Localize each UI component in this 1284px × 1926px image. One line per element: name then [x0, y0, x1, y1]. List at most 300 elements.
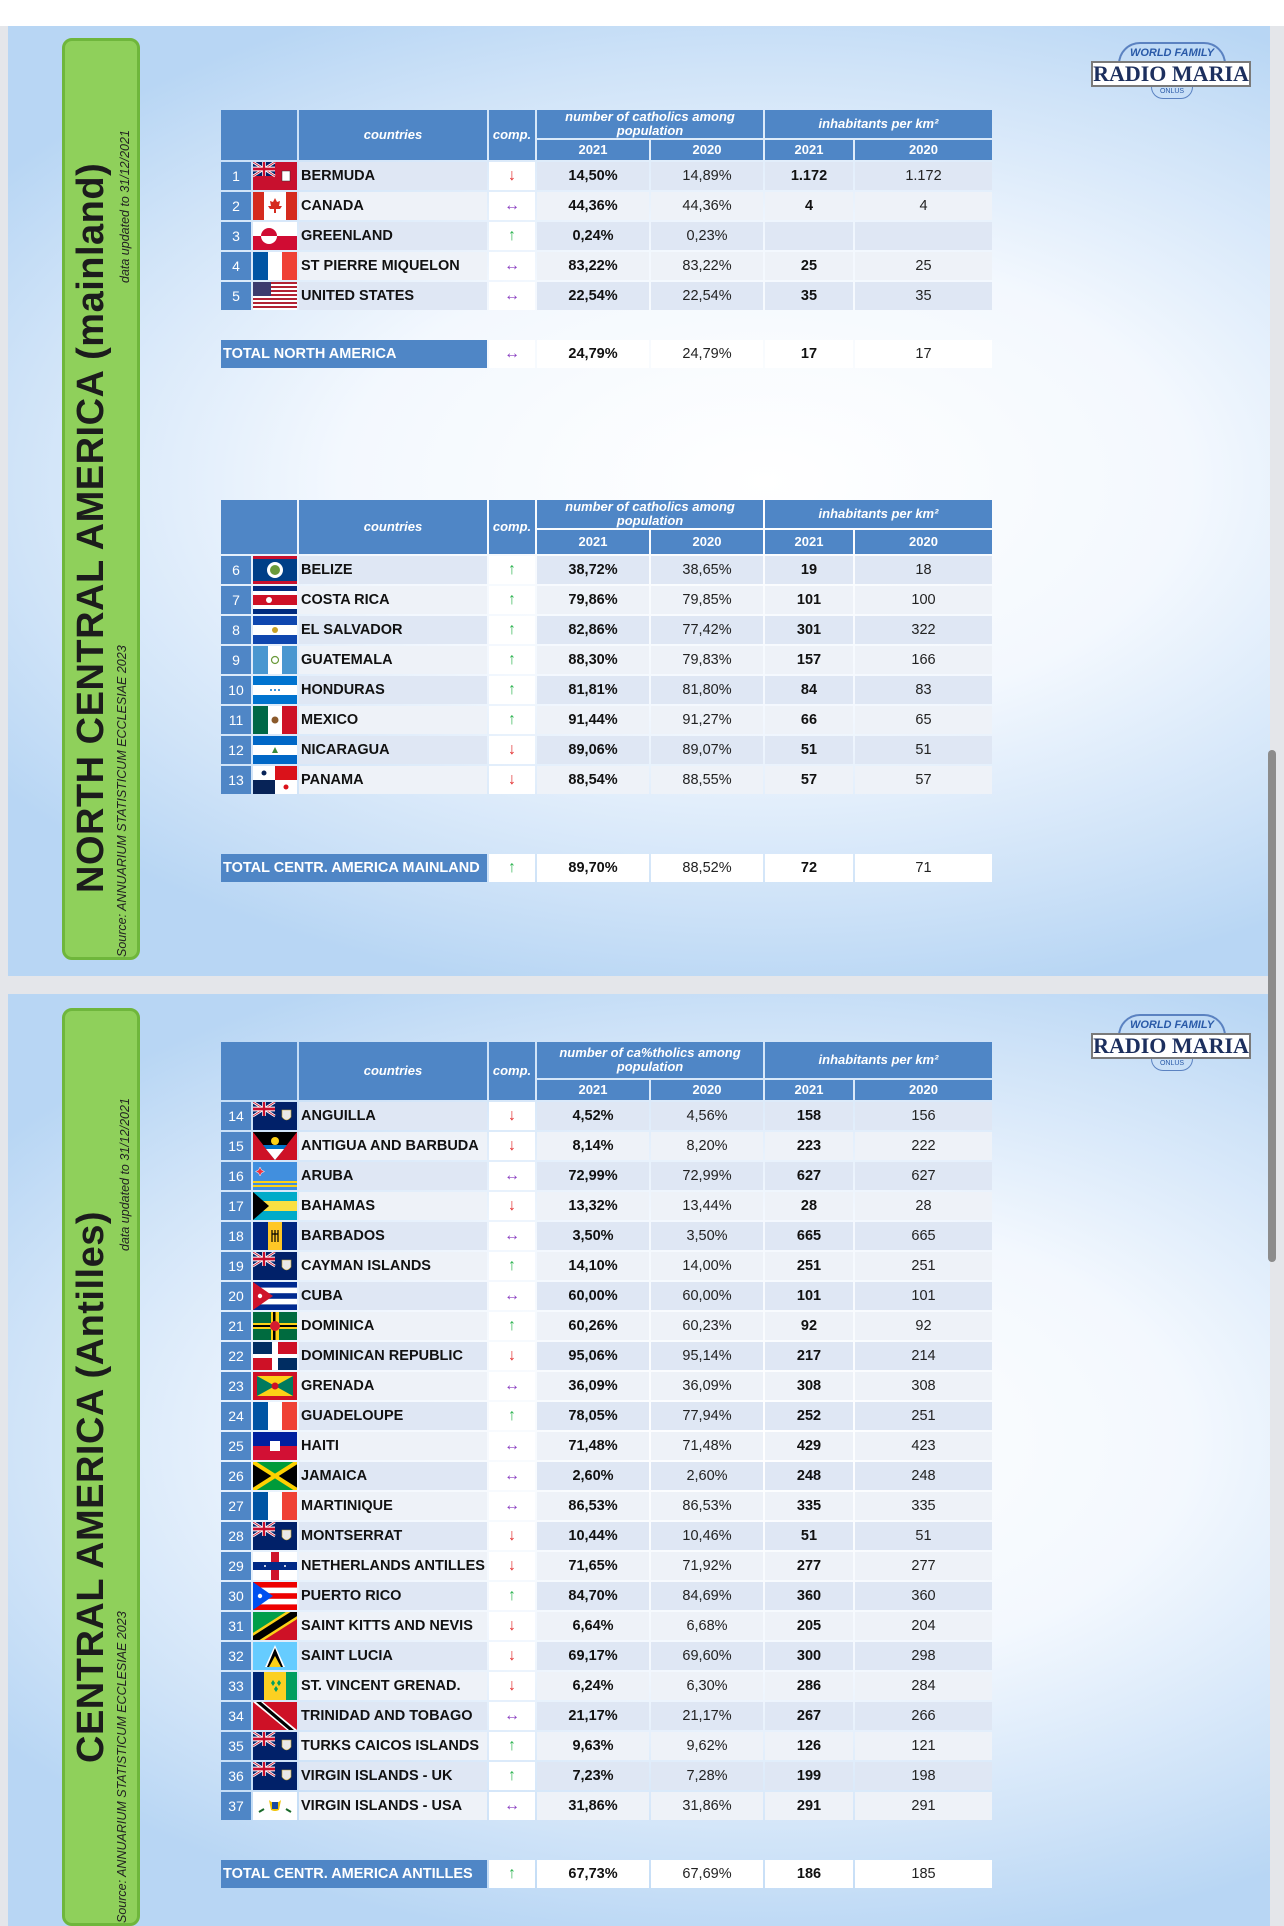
catholics-2020: 6,30%	[651, 1672, 763, 1700]
total-density-2020: 71	[855, 854, 992, 882]
catholics-2021: 44,36%	[537, 192, 649, 220]
puertorico-flag-icon	[253, 1582, 297, 1610]
table-row	[221, 1642, 992, 1670]
table-row	[221, 192, 992, 220]
density-2021: 360	[765, 1582, 853, 1610]
country-name: NICARAGUA	[299, 736, 487, 764]
country-name: DOMINICAN REPUBLIC	[299, 1342, 487, 1370]
table-row	[221, 1672, 992, 1700]
catholics-2021: 7,23%	[537, 1762, 649, 1790]
density-2021: 101	[765, 586, 853, 614]
table-row	[221, 1522, 992, 1550]
catholics-2021: 2,60%	[537, 1462, 649, 1490]
country-name: TRINIDAD AND TOBAGO	[299, 1702, 487, 1730]
country-name: UNITED STATES	[299, 282, 487, 310]
density-2020: 166	[855, 646, 992, 674]
comp-arrow-down-icon: ↓	[489, 1132, 535, 1160]
density-2020: 277	[855, 1552, 992, 1580]
row-number: 31	[221, 1612, 251, 1640]
row-number: 14	[221, 1102, 251, 1130]
header-blank	[221, 110, 297, 160]
total-density-2021: 72	[765, 854, 853, 882]
row-number: 37	[221, 1792, 251, 1820]
country-name: DOMINICA	[299, 1312, 487, 1340]
country-name: EL SALVADOR	[299, 616, 487, 644]
data-updated-note: data updated to 31/12/2021	[118, 1098, 132, 1251]
total-catholics-2021: 89,70%	[537, 854, 649, 882]
catholics-2021: 86,53%	[537, 1492, 649, 1520]
catholics-2021: 14,50%	[537, 162, 649, 190]
catholics-2021: 21,17%	[537, 1702, 649, 1730]
usvi-flag-icon	[253, 1792, 297, 1820]
north-america-table	[219, 108, 994, 370]
density-2021: 19	[765, 556, 853, 584]
country-name: JAMAICA	[299, 1462, 487, 1490]
header-comp: comp.	[489, 1042, 535, 1100]
density-2020: 251	[855, 1252, 992, 1280]
total-row	[221, 854, 992, 882]
density-2020: 83	[855, 676, 992, 704]
country-name: MEXICO	[299, 706, 487, 734]
density-2020: 322	[855, 616, 992, 644]
catholics-2020: 31,86%	[651, 1792, 763, 1820]
catholics-2021: 88,54%	[537, 766, 649, 794]
comp-arrow-down-icon: ↓	[489, 1522, 535, 1550]
logo-sub-text: ONLUS	[1151, 1059, 1193, 1071]
density-2020: 101	[855, 1282, 992, 1310]
catholics-2020: 69,60%	[651, 1642, 763, 1670]
france-flag-icon	[253, 1492, 297, 1520]
table-row	[221, 1432, 992, 1460]
antilles-table	[219, 1040, 994, 1890]
total-density-2021: 186	[765, 1860, 853, 1888]
row-number: 23	[221, 1372, 251, 1400]
header-density-2020: 2020	[855, 1080, 992, 1100]
density-2020: 627	[855, 1162, 992, 1190]
density-2021: 157	[765, 646, 853, 674]
catholics-2020: 10,46%	[651, 1522, 763, 1550]
country-name: GUADELOUPE	[299, 1402, 487, 1430]
density-2020: 156	[855, 1102, 992, 1130]
row-number: 15	[221, 1132, 251, 1160]
comp-arrow-down-icon: ↓	[489, 1672, 535, 1700]
catholics-2020: 72,99%	[651, 1162, 763, 1190]
density-2020: 665	[855, 1222, 992, 1250]
total-label: TOTAL CENTR. AMERICA MAINLAND	[221, 854, 487, 882]
catholics-2021: 72,99%	[537, 1162, 649, 1190]
density-2021: 267	[765, 1702, 853, 1730]
country-name: SAINT KITTS AND NEVIS	[299, 1612, 487, 1640]
density-2020: 335	[855, 1492, 992, 1520]
slide-north-central-america	[8, 26, 1270, 976]
top-strip	[0, 0, 1284, 26]
country-name: GRENADA	[299, 1372, 487, 1400]
comp-arrow-same-icon: ↔	[489, 252, 535, 280]
catholics-2020: 83,22%	[651, 252, 763, 280]
catholics-2021: 31,86%	[537, 1792, 649, 1820]
row-number: 6	[221, 556, 251, 584]
guatemala-flag-icon	[253, 646, 297, 674]
density-2021: 248	[765, 1462, 853, 1490]
catholics-2020: 0,23%	[651, 222, 763, 250]
row-number: 4	[221, 252, 251, 280]
comp-arrow-down-icon: ↓	[489, 1642, 535, 1670]
catholics-2020: 14,89%	[651, 162, 763, 190]
table-row	[221, 1132, 992, 1160]
catholics-2021: 38,72%	[537, 556, 649, 584]
comp-arrow-same-icon: ↔	[489, 340, 535, 368]
row-number: 30	[221, 1582, 251, 1610]
comp-arrow-same-icon: ↔	[489, 1372, 535, 1400]
comp-arrow-down-icon: ↓	[489, 736, 535, 764]
vertical-title: NORTH CENTRAL AMERICA (mainland)	[70, 162, 112, 893]
header-countries: countries	[299, 110, 487, 160]
country-name: VIRGIN ISLANDS - UK	[299, 1762, 487, 1790]
table-row	[221, 1702, 992, 1730]
density-2021: 35	[765, 282, 853, 310]
catholics-2020: 71,92%	[651, 1552, 763, 1580]
bahamas-flag-icon	[253, 1192, 297, 1220]
row-number: 28	[221, 1522, 251, 1550]
country-name: ARUBA	[299, 1162, 487, 1190]
catholics-2020: 7,28%	[651, 1762, 763, 1790]
uk-ensign-blue-flag-icon	[253, 1252, 297, 1280]
catholics-2021: 78,05%	[537, 1402, 649, 1430]
catholics-2021: 91,44%	[537, 706, 649, 734]
table-row	[221, 1162, 992, 1190]
comp-arrow-down-icon: ↓	[489, 1552, 535, 1580]
table-row	[221, 1732, 992, 1760]
catholics-2021: 6,64%	[537, 1612, 649, 1640]
greenland-flag-icon	[253, 222, 297, 250]
table-row	[221, 252, 992, 280]
header-catholics-2020: 2020	[651, 1080, 763, 1100]
density-2020: 248	[855, 1462, 992, 1490]
comp-arrow-up-icon: ↑	[489, 676, 535, 704]
comp-arrow-up-icon: ↑	[489, 616, 535, 644]
table-row	[221, 1102, 992, 1130]
row-number: 35	[221, 1732, 251, 1760]
catholics-2021: 69,17%	[537, 1642, 649, 1670]
row-number: 29	[221, 1552, 251, 1580]
catholics-2021: 4,52%	[537, 1102, 649, 1130]
country-name: BARBADOS	[299, 1222, 487, 1250]
france-flag-icon	[253, 252, 297, 280]
density-2020: 423	[855, 1432, 992, 1460]
country-name: HONDURAS	[299, 676, 487, 704]
catholics-2020: 2,60%	[651, 1462, 763, 1490]
panama-flag-icon	[253, 766, 297, 794]
comp-arrow-same-icon: ↔	[489, 1432, 535, 1460]
density-2021: 429	[765, 1432, 853, 1460]
row-number: 16	[221, 1162, 251, 1190]
header-blank	[221, 1042, 297, 1100]
comp-arrow-up-icon: ↑	[489, 1732, 535, 1760]
total-catholics-2020: 88,52%	[651, 854, 763, 882]
comp-arrow-down-icon: ↓	[489, 766, 535, 794]
country-name: CUBA	[299, 1282, 487, 1310]
row-number: 17	[221, 1192, 251, 1220]
catholics-2020: 9,62%	[651, 1732, 763, 1760]
catholics-2021: 9,63%	[537, 1732, 649, 1760]
row-number: 25	[221, 1432, 251, 1460]
table-row	[221, 282, 992, 310]
catholics-2020: 77,94%	[651, 1402, 763, 1430]
comp-arrow-up-icon: ↑	[489, 556, 535, 584]
country-name: BELIZE	[299, 556, 487, 584]
slide-central-america-antilles	[8, 994, 1270, 1926]
catholics-2021: 81,81%	[537, 676, 649, 704]
table-row	[221, 222, 992, 250]
density-2020: 360	[855, 1582, 992, 1610]
density-2021: 217	[765, 1342, 853, 1370]
density-2021: 286	[765, 1672, 853, 1700]
density-2020: 284	[855, 1672, 992, 1700]
catholics-2021: 22,54%	[537, 282, 649, 310]
table-row	[221, 616, 992, 644]
uk-ensign-blue-flag-icon	[253, 1522, 297, 1550]
source-note: Source: ANNUARIUM STATISTICUM ECCLESIAE 2023	[115, 1611, 129, 1923]
density-2021: 57	[765, 766, 853, 794]
density-2020: 18	[855, 556, 992, 584]
catholics-2020: 13,44%	[651, 1192, 763, 1220]
trinidad-flag-icon	[253, 1702, 297, 1730]
catholics-2020: 8,20%	[651, 1132, 763, 1160]
header-catholics-2020: 2020	[651, 140, 763, 160]
density-2021: 4	[765, 192, 853, 220]
country-name: VIRGIN ISLANDS - USA	[299, 1792, 487, 1820]
country-name: GREENLAND	[299, 222, 487, 250]
catholics-2021: 79,86%	[537, 586, 649, 614]
country-name: ANGUILLA	[299, 1102, 487, 1130]
row-number: 11	[221, 706, 251, 734]
total-row	[221, 340, 992, 368]
header-density-2020: 2020	[855, 140, 992, 160]
cuba-flag-icon	[253, 1282, 297, 1310]
table-row	[221, 1342, 992, 1370]
header-catholics-2021: 2021	[537, 1080, 649, 1100]
row-number: 12	[221, 736, 251, 764]
density-2021: 252	[765, 1402, 853, 1430]
density-2021: 300	[765, 1642, 853, 1670]
table-row	[221, 736, 992, 764]
catholics-2021: 10,44%	[537, 1522, 649, 1550]
density-2020: 57	[855, 766, 992, 794]
data-updated-note: data updated to 31/12/2021	[118, 130, 132, 283]
country-name: TURKS CAICOS ISLANDS	[299, 1732, 487, 1760]
density-2021: 205	[765, 1612, 853, 1640]
catholics-2021: 60,26%	[537, 1312, 649, 1340]
density-2020	[855, 222, 992, 250]
logo-arc-text: WORLD FAMILY	[1118, 1014, 1226, 1036]
total-catholics-2020: 24,79%	[651, 340, 763, 368]
density-2020: 198	[855, 1762, 992, 1790]
row-number: 9	[221, 646, 251, 674]
row-number: 24	[221, 1402, 251, 1430]
comp-arrow-same-icon: ↔	[489, 1162, 535, 1190]
density-2021: 92	[765, 1312, 853, 1340]
row-number: 21	[221, 1312, 251, 1340]
comp-arrow-same-icon: ↔	[489, 1282, 535, 1310]
catholics-2020: 71,48%	[651, 1432, 763, 1460]
comp-arrow-down-icon: ↓	[489, 1102, 535, 1130]
logo-main-text: RADIO MARIA	[1091, 61, 1251, 87]
density-2021: 84	[765, 676, 853, 704]
header-density-2020: 2020	[855, 530, 992, 554]
density-2021: 251	[765, 1252, 853, 1280]
row-number: 18	[221, 1222, 251, 1250]
density-2020: 25	[855, 252, 992, 280]
row-number: 1	[221, 162, 251, 190]
density-2021: 101	[765, 1282, 853, 1310]
catholics-2021: 13,32%	[537, 1192, 649, 1220]
catholics-2020: 77,42%	[651, 616, 763, 644]
density-2020: 266	[855, 1702, 992, 1730]
country-name: PANAMA	[299, 766, 487, 794]
table-row	[221, 706, 992, 734]
row-number: 19	[221, 1252, 251, 1280]
comp-arrow-up-icon: ↑	[489, 854, 535, 882]
country-name: ST. VINCENT GRENAD.	[299, 1672, 487, 1700]
catholics-2021: 14,10%	[537, 1252, 649, 1280]
table-row	[221, 1792, 992, 1820]
density-2021: 126	[765, 1732, 853, 1760]
density-2020: 251	[855, 1402, 992, 1430]
stlucia-flag-icon	[253, 1642, 297, 1670]
aruba-flag-icon	[253, 1162, 297, 1190]
header-blank	[221, 500, 297, 554]
comp-arrow-down-icon: ↓	[489, 1342, 535, 1370]
catholics-2021: 3,50%	[537, 1222, 649, 1250]
comp-arrow-same-icon: ↔	[489, 192, 535, 220]
density-2020: 28	[855, 1192, 992, 1220]
nicaragua-flag-icon	[253, 736, 297, 764]
row-number: 20	[221, 1282, 251, 1310]
country-name: GUATEMALA	[299, 646, 487, 674]
density-2021: 158	[765, 1102, 853, 1130]
header-catholics-2021: 2021	[537, 530, 649, 554]
catholics-2020: 79,83%	[651, 646, 763, 674]
density-2021: 25	[765, 252, 853, 280]
catholics-2020: 22,54%	[651, 282, 763, 310]
dominica-flag-icon	[253, 1312, 297, 1340]
country-name: HAITI	[299, 1432, 487, 1460]
header-density-2021: 2021	[765, 1080, 853, 1100]
row-number: 5	[221, 282, 251, 310]
comp-arrow-up-icon: ↑	[489, 1582, 535, 1610]
density-2021: 66	[765, 706, 853, 734]
catholics-2020: 14,00%	[651, 1252, 763, 1280]
france-flag-icon	[253, 1402, 297, 1430]
catholics-2021: 60,00%	[537, 1282, 649, 1310]
country-name: ANTIGUA AND BARBUDA	[299, 1132, 487, 1160]
density-2020: 298	[855, 1642, 992, 1670]
country-name: ST PIERRE MIQUELON	[299, 252, 487, 280]
catholics-2020: 95,14%	[651, 1342, 763, 1370]
density-2021: 28	[765, 1192, 853, 1220]
canada-flag-icon	[253, 192, 297, 220]
header-density: inhabitants per km²	[765, 1042, 992, 1078]
row-number: 3	[221, 222, 251, 250]
catholics-2020: 86,53%	[651, 1492, 763, 1520]
comp-arrow-up-icon: ↑	[489, 586, 535, 614]
barbados-flag-icon	[253, 1222, 297, 1250]
header-density: inhabitants per km²	[765, 110, 992, 138]
total-density-2020: 185	[855, 1860, 992, 1888]
logo-arc-text: WORLD FAMILY	[1118, 42, 1226, 64]
catholics-2021: 95,06%	[537, 1342, 649, 1370]
catholics-2020: 81,80%	[651, 676, 763, 704]
header-catholics-2020: 2020	[651, 530, 763, 554]
header-density: inhabitants per km²	[765, 500, 992, 528]
density-2020: 51	[855, 736, 992, 764]
source-note: Source: ANNUARIUM STATISTICUM ECCLESIAE 2023	[115, 645, 129, 957]
table-row	[221, 1222, 992, 1250]
stkitts-flag-icon	[253, 1612, 297, 1640]
total-label: TOTAL NORTH AMERICA	[221, 340, 487, 368]
table-row	[221, 1492, 992, 1520]
catholics-2020: 88,55%	[651, 766, 763, 794]
total-catholics-2021: 24,79%	[537, 340, 649, 368]
scrollbar[interactable]	[1268, 750, 1276, 1262]
comp-arrow-same-icon: ↔	[489, 1222, 535, 1250]
comp-arrow-down-icon: ↓	[489, 162, 535, 190]
table-row	[221, 162, 992, 190]
density-2020: 222	[855, 1132, 992, 1160]
density-2020: 35	[855, 282, 992, 310]
catholics-2020: 60,00%	[651, 1282, 763, 1310]
country-name: PUERTO RICO	[299, 1582, 487, 1610]
header-comp: comp.	[489, 110, 535, 160]
density-2021: 627	[765, 1162, 853, 1190]
density-2020: 1.172	[855, 162, 992, 190]
mexico-flag-icon	[253, 706, 297, 734]
logo-sub-text: ONLUS	[1151, 87, 1193, 99]
haiti-flag-icon	[253, 1432, 297, 1460]
country-name: CAYMAN ISLANDS	[299, 1252, 487, 1280]
density-2021: 301	[765, 616, 853, 644]
netherlandsantilles-flag-icon	[253, 1552, 297, 1580]
country-name: SAINT LUCIA	[299, 1642, 487, 1670]
grenada-flag-icon	[253, 1372, 297, 1400]
stvincent-flag-icon	[253, 1672, 297, 1700]
table-row	[221, 1762, 992, 1790]
comp-arrow-up-icon: ↑	[489, 646, 535, 674]
row-number: 27	[221, 1492, 251, 1520]
uk-ensign-blue-flag-icon	[253, 1732, 297, 1760]
uk-ensign-blue-flag-icon	[253, 1102, 297, 1130]
row-number: 2	[221, 192, 251, 220]
density-2021: 223	[765, 1132, 853, 1160]
density-2021: 1.172	[765, 162, 853, 190]
table-row	[221, 1612, 992, 1640]
logo-main-text: RADIO MARIA	[1091, 1033, 1251, 1059]
density-2020: 65	[855, 706, 992, 734]
comp-arrow-up-icon: ↑	[489, 1402, 535, 1430]
catholics-2020: 3,50%	[651, 1222, 763, 1250]
comp-arrow-same-icon: ↔	[489, 1792, 535, 1820]
comp-arrow-same-icon: ↔	[489, 282, 535, 310]
catholics-2020: 79,85%	[651, 586, 763, 614]
density-2020: 204	[855, 1612, 992, 1640]
catholics-2021: 8,14%	[537, 1132, 649, 1160]
catholics-2020: 4,56%	[651, 1102, 763, 1130]
country-name: BERMUDA	[299, 162, 487, 190]
radio-maria-logo	[1091, 1014, 1253, 1074]
table-row	[221, 1282, 992, 1310]
row-number: 13	[221, 766, 251, 794]
table-row	[221, 1462, 992, 1490]
